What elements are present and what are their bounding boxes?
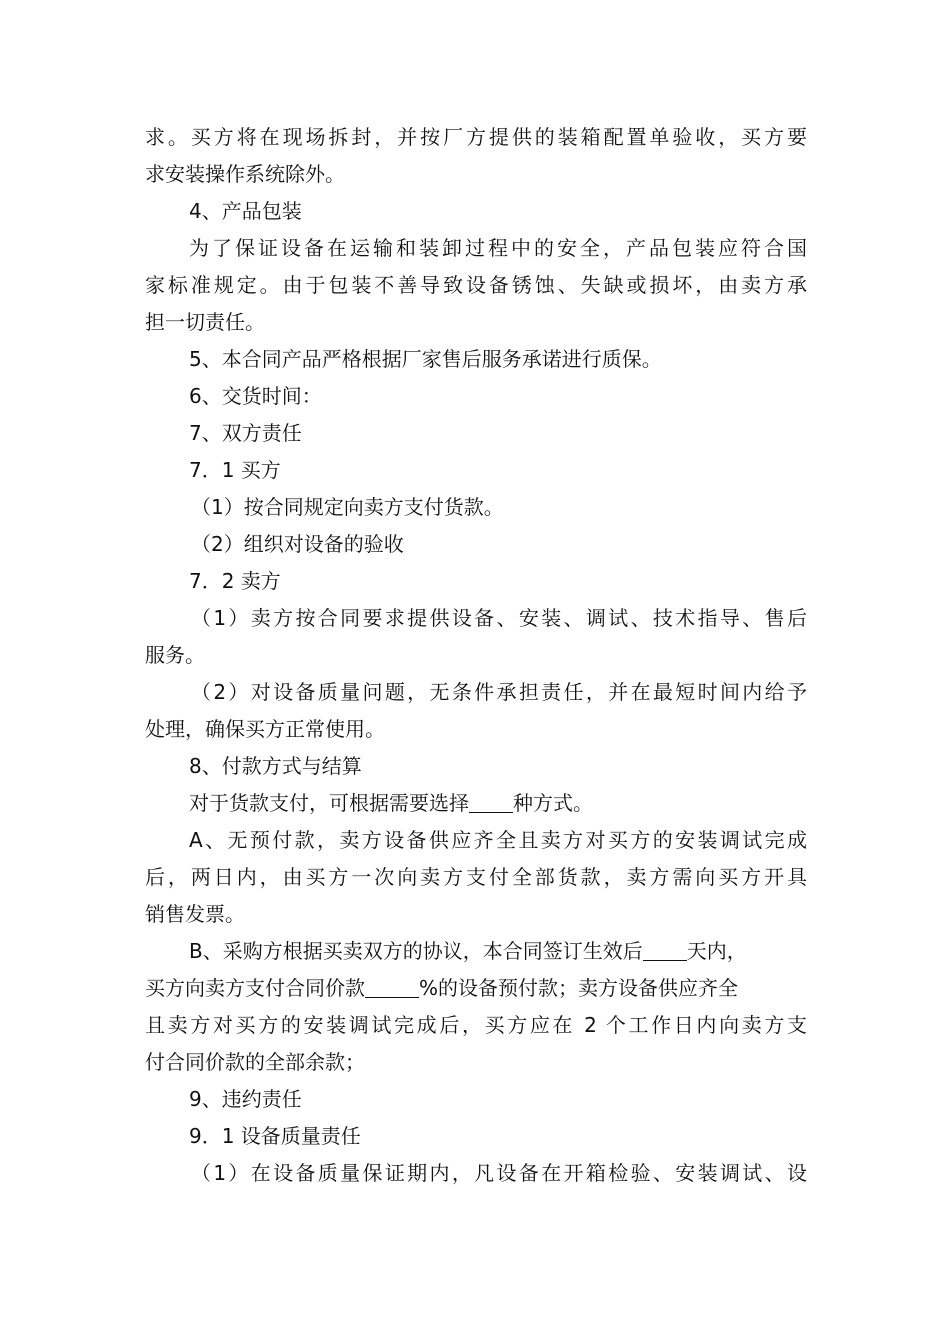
list-item: （1）卖方按合同要求提供设备、安装、调试、技术指导、售后 [191,606,807,630]
prepay-line-before: 买方向卖方支付合同价款 [145,976,365,1000]
section-heading: 5、本合同产品严格根据厂家售后服务承诺进行质保。 [189,347,662,371]
section-heading: 6、交货时间： [189,384,322,408]
b-line [145,933,807,970]
text-line: 服务。 [145,643,205,667]
subsection-heading: 7．1 买方 [189,458,281,482]
text-line: 付合同价款的全部余款； [145,1050,365,1074]
fill-in-blank [643,938,687,961]
text-line: 后，两日内，由买方一次向卖方支付全部货款，卖方需向买方开具 [145,865,807,889]
section-heading: 7、双方责任 [189,421,302,445]
subsection-heading: 9．1 设备质量责任 [189,1124,361,1148]
payment-line [145,785,807,822]
fill-in-blank [469,790,513,813]
section-heading: 8、付款方式与结算 [189,754,362,778]
list-item: （1）在设备质量保证期内，凡设备在开箱检验、安装调试、设 [191,1161,807,1185]
prepay-line [145,970,807,1007]
document-page [145,119,807,1192]
section-heading: 4、产品包装 [189,199,302,223]
payment-line-after: 种方式。 [513,791,593,815]
text-line: 求安装操作系统除外。 [145,162,345,186]
text-line: 担一切责任。 [145,310,265,334]
subsection-heading: 7．2 卖方 [189,569,281,593]
list-item: （2）对设备质量问题，无条件承担责任，并在最短时间内给予 [191,680,807,704]
list-item: （1）按合同规定向卖方支付货款。 [191,495,504,519]
prepay-line-after: %的设备预付款；卖方设备供应齐全 [419,976,739,1000]
list-item: （2）组织对设备的验收 [191,532,404,556]
text-line: 为了保证设备在运输和装卸过程中的安全，产品包装应符合国 [189,236,807,260]
b-line-after: 天内， [686,939,747,963]
text-line: 家标准规定。由于包装不善导致设备锈蚀、失缺或损坏，由卖方承 [145,273,807,297]
text-line: 处理，确保买方正常使用。 [145,717,385,741]
payment-line-before: 对于货款支付，可根据需要选择 [189,791,469,815]
b-line-before: B、采购方根据买卖双方的协议，本合同签订生效后 [189,939,643,963]
text-line: 求。买方将在现场拆封，并按厂方提供的装箱配置单验收，买方要 [145,125,807,149]
fill-in-blank [365,975,419,998]
text-line: 销售发票。 [145,902,245,926]
text-line: 且卖方对买方的安装调试完成后，买方应在 2 个工作日内向卖方支 [145,1013,807,1037]
section-heading: 9、违约责任 [189,1087,302,1111]
text-line: A、无预付款，卖方设备供应齐全且卖方对买方的安装调试完成 [189,828,807,852]
